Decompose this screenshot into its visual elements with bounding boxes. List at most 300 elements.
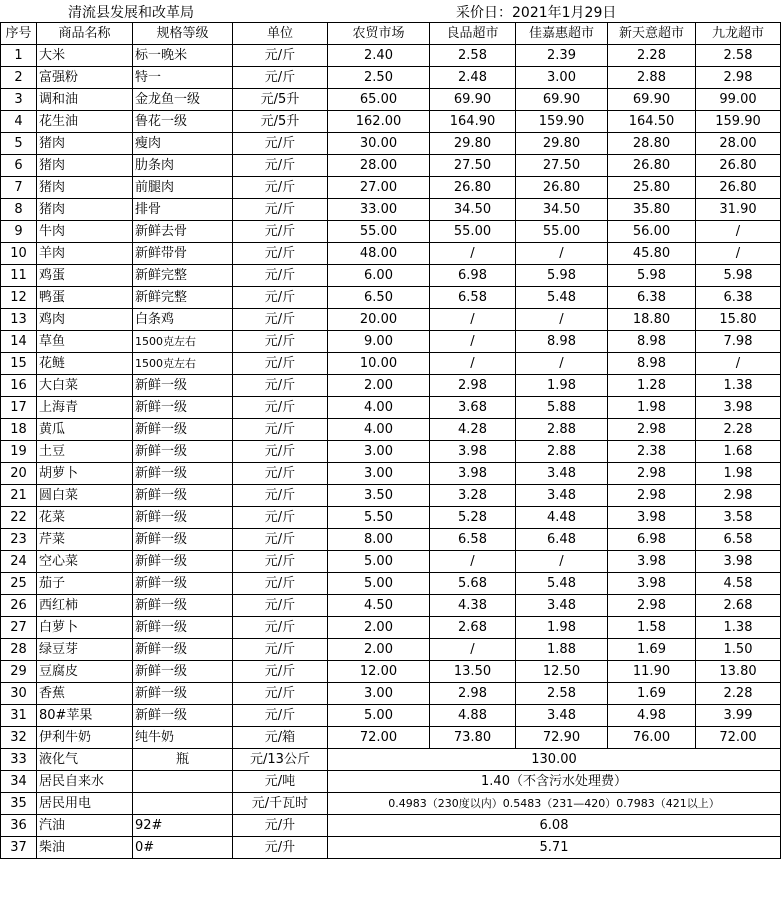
- product-spec: 新鲜一级: [133, 463, 233, 485]
- table-row: [1, 661, 781, 683]
- price-cell: 26.80: [430, 177, 516, 199]
- product-unit: 元/斤: [233, 595, 328, 617]
- price-cell: 26.80: [696, 177, 781, 199]
- product-name: 调和油: [37, 89, 133, 111]
- product-spec: 1500克左右: [133, 331, 233, 353]
- product-spec: 瓶: [133, 749, 233, 771]
- product-unit: 元/千瓦时: [233, 793, 328, 815]
- product-spec: 金龙鱼一级: [133, 89, 233, 111]
- product-spec: 新鲜一级: [133, 595, 233, 617]
- price-cell: 8.98: [516, 331, 608, 353]
- product-name: 大米: [37, 45, 133, 67]
- table-row: [1, 133, 781, 155]
- row-number: 23: [1, 529, 37, 551]
- price-cell: 8.98: [608, 331, 696, 353]
- product-unit: 元/5升: [233, 111, 328, 133]
- price-cell: /: [516, 243, 608, 265]
- price-cell: 29.80: [516, 133, 608, 155]
- product-spec: 纯牛奶: [133, 727, 233, 749]
- row-number: 34: [1, 771, 37, 793]
- table-row: [1, 617, 781, 639]
- product-spec: 前腿肉: [133, 177, 233, 199]
- price-cell: 3.00: [328, 441, 430, 463]
- price-cell: 2.58: [516, 683, 608, 705]
- price-cell: 9.00: [328, 331, 430, 353]
- product-name: 茄子: [37, 573, 133, 595]
- price-cell: 3.98: [696, 551, 781, 573]
- product-unit: 元/斤: [233, 573, 328, 595]
- table-row: [1, 485, 781, 507]
- price-cell: 164.90: [430, 111, 516, 133]
- price-cell: 31.90: [696, 199, 781, 221]
- price-cell: 8.00: [328, 529, 430, 551]
- table-row: [1, 837, 781, 859]
- price-cell: 2.68: [430, 617, 516, 639]
- product-spec: 新鲜一级: [133, 375, 233, 397]
- product-name: 鸡肉: [37, 309, 133, 331]
- row-number: 11: [1, 265, 37, 287]
- table-row: [1, 683, 781, 705]
- price-cell: 3.98: [430, 441, 516, 463]
- row-number: 17: [1, 397, 37, 419]
- row-number: 4: [1, 111, 37, 133]
- price-cell: 6.58: [430, 529, 516, 551]
- price-cell: 4.38: [430, 595, 516, 617]
- merged-price-cell: 130.00: [328, 749, 781, 771]
- product-name: 芹菜: [37, 529, 133, 551]
- price-cell: 2.58: [430, 45, 516, 67]
- product-spec: 新鲜一级: [133, 529, 233, 551]
- col-header-name: 商品名称: [37, 23, 133, 45]
- price-cell: 13.80: [696, 661, 781, 683]
- price-cell: 3.98: [608, 573, 696, 595]
- report-header: [0, 0, 781, 22]
- price-cell: 45.80: [608, 243, 696, 265]
- product-unit: 元/吨: [233, 771, 328, 793]
- price-cell: 162.00: [328, 111, 430, 133]
- product-name: 空心菜: [37, 551, 133, 573]
- price-cell: 4.48: [516, 507, 608, 529]
- price-cell: 4.50: [328, 595, 430, 617]
- product-name: 西红柿: [37, 595, 133, 617]
- product-unit: 元/斤: [233, 243, 328, 265]
- price-cell: 72.00: [328, 727, 430, 749]
- product-spec: 鲁花一级: [133, 111, 233, 133]
- table-row: [1, 221, 781, 243]
- price-cell: 1.38: [696, 375, 781, 397]
- price-cell: 69.90: [516, 89, 608, 111]
- col-header-no: 序号: [1, 23, 37, 45]
- product-name: 草鱼: [37, 331, 133, 353]
- product-unit: 元/斤: [233, 617, 328, 639]
- table-row: [1, 793, 781, 815]
- price-cell: 1.69: [608, 639, 696, 661]
- price-cell: 3.48: [516, 463, 608, 485]
- price-cell: 1.69: [608, 683, 696, 705]
- price-cell: 3.48: [516, 595, 608, 617]
- price-cell: 4.00: [328, 419, 430, 441]
- product-name: 花菜: [37, 507, 133, 529]
- product-spec: 新鲜一级: [133, 617, 233, 639]
- price-cell: 6.98: [430, 265, 516, 287]
- row-number: 9: [1, 221, 37, 243]
- table-row: [1, 331, 781, 353]
- product-name: 居民自来水: [37, 771, 133, 793]
- price-cell: /: [430, 331, 516, 353]
- product-unit: 元/5升: [233, 89, 328, 111]
- price-cell: 3.98: [608, 507, 696, 529]
- table-row: [1, 199, 781, 221]
- product-name: 豆腐皮: [37, 661, 133, 683]
- product-spec: 特一: [133, 67, 233, 89]
- price-cell: 6.48: [516, 529, 608, 551]
- product-name: 白萝卜: [37, 617, 133, 639]
- price-cell: 73.80: [430, 727, 516, 749]
- price-cell: 69.90: [608, 89, 696, 111]
- price-cell: /: [430, 353, 516, 375]
- price-cell: 159.90: [516, 111, 608, 133]
- price-cell: 3.98: [430, 463, 516, 485]
- table-row: [1, 771, 781, 793]
- table-row: [1, 463, 781, 485]
- product-unit: 元/斤: [233, 45, 328, 67]
- product-unit: 元/箱: [233, 727, 328, 749]
- product-unit: 元/升: [233, 815, 328, 837]
- product-name: 羊肉: [37, 243, 133, 265]
- row-number: 16: [1, 375, 37, 397]
- price-cell: 5.00: [328, 705, 430, 727]
- product-name: 猪肉: [37, 199, 133, 221]
- price-cell: 29.80: [430, 133, 516, 155]
- price-cell: 27.50: [430, 155, 516, 177]
- price-cell: 1.28: [608, 375, 696, 397]
- price-cell: 2.98: [430, 375, 516, 397]
- price-cell: 6.50: [328, 287, 430, 309]
- price-cell: 34.50: [516, 199, 608, 221]
- price-cell: 35.80: [608, 199, 696, 221]
- row-number: 31: [1, 705, 37, 727]
- product-spec: [133, 771, 233, 793]
- product-name: 花鲢: [37, 353, 133, 375]
- row-number: 21: [1, 485, 37, 507]
- price-cell: 2.98: [608, 485, 696, 507]
- org-title: 清流县发展和改革局: [68, 5, 194, 21]
- price-cell: 2.00: [328, 617, 430, 639]
- col-header-market-5: 九龙超市: [696, 23, 781, 45]
- product-name: 香蕉: [37, 683, 133, 705]
- col-header-spec: 规格等级: [133, 23, 233, 45]
- product-unit: 元/斤: [233, 397, 328, 419]
- product-spec: 新鲜一级: [133, 419, 233, 441]
- price-cell: 72.90: [516, 727, 608, 749]
- price-cell: 15.80: [696, 309, 781, 331]
- price-cell: 65.00: [328, 89, 430, 111]
- table-row: [1, 551, 781, 573]
- product-name: 鸡蛋: [37, 265, 133, 287]
- product-unit: 元/13公斤: [233, 749, 328, 771]
- product-spec: 白条鸡: [133, 309, 233, 331]
- survey-date: 采价日：2021年1月29日: [456, 5, 617, 21]
- merged-price-cell: 1.40（不含污水处理费）: [328, 771, 781, 793]
- price-cell: 5.98: [516, 265, 608, 287]
- price-cell: 159.90: [696, 111, 781, 133]
- product-name: 液化气: [37, 749, 133, 771]
- price-cell: 55.00: [328, 221, 430, 243]
- merged-price-cell: 5.71: [328, 837, 781, 859]
- price-cell: 13.50: [430, 661, 516, 683]
- price-cell: 28.00: [696, 133, 781, 155]
- price-cell: 3.50: [328, 485, 430, 507]
- price-cell: 2.88: [516, 441, 608, 463]
- row-number: 28: [1, 639, 37, 661]
- product-unit: 元/斤: [233, 221, 328, 243]
- price-cell: /: [430, 243, 516, 265]
- table-row: [1, 419, 781, 441]
- product-name: 牛肉: [37, 221, 133, 243]
- price-cell: 6.00: [328, 265, 430, 287]
- price-cell: 2.88: [608, 67, 696, 89]
- price-cell: 6.38: [696, 287, 781, 309]
- price-cell: 6.98: [608, 529, 696, 551]
- product-unit: 元/斤: [233, 507, 328, 529]
- price-cell: /: [696, 353, 781, 375]
- product-spec: 0#: [133, 837, 233, 859]
- price-cell: 25.80: [608, 177, 696, 199]
- price-cell: 33.00: [328, 199, 430, 221]
- price-cell: 1.98: [696, 463, 781, 485]
- price-cell: 2.98: [696, 67, 781, 89]
- price-cell: 56.00: [608, 221, 696, 243]
- row-number: 37: [1, 837, 37, 859]
- price-cell: 5.00: [328, 551, 430, 573]
- row-number: 24: [1, 551, 37, 573]
- table-row: [1, 375, 781, 397]
- price-cell: 3.98: [696, 397, 781, 419]
- price-cell: 2.98: [608, 595, 696, 617]
- product-spec: 92#: [133, 815, 233, 837]
- table-row: [1, 177, 781, 199]
- price-cell: 8.98: [608, 353, 696, 375]
- price-cell: 26.80: [696, 155, 781, 177]
- product-spec: 新鲜去骨: [133, 221, 233, 243]
- price-cell: 2.50: [328, 67, 430, 89]
- price-cell: 12.00: [328, 661, 430, 683]
- price-cell: 2.98: [696, 485, 781, 507]
- price-cell: 5.98: [608, 265, 696, 287]
- product-unit: 元/斤: [233, 155, 328, 177]
- product-name: 上海青: [37, 397, 133, 419]
- price-cell: /: [516, 309, 608, 331]
- price-cell: 5.48: [516, 573, 608, 595]
- row-number: 36: [1, 815, 37, 837]
- col-header-market-3: 佳嘉惠超市: [516, 23, 608, 45]
- price-cell: 7.98: [696, 331, 781, 353]
- product-unit: 元/斤: [233, 639, 328, 661]
- price-cell: 55.00: [430, 221, 516, 243]
- table-row: [1, 287, 781, 309]
- table-row: [1, 353, 781, 375]
- product-name: 汽油: [37, 815, 133, 837]
- product-unit: 元/斤: [233, 353, 328, 375]
- price-cell: 2.98: [608, 419, 696, 441]
- product-spec: 瘦肉: [133, 133, 233, 155]
- table-row: [1, 265, 781, 287]
- row-number: 6: [1, 155, 37, 177]
- price-cell: 3.00: [328, 683, 430, 705]
- product-name: 猪肉: [37, 177, 133, 199]
- product-name: 鸭蛋: [37, 287, 133, 309]
- price-cell: 3.98: [608, 551, 696, 573]
- product-unit: 元/升: [233, 837, 328, 859]
- price-cell: 3.00: [328, 463, 430, 485]
- price-cell: 6.58: [430, 287, 516, 309]
- table-row: [1, 573, 781, 595]
- product-spec: 新鲜一级: [133, 573, 233, 595]
- product-name: 80#苹果: [37, 705, 133, 727]
- table-row: [1, 111, 781, 133]
- table-row: [1, 595, 781, 617]
- row-number: 26: [1, 595, 37, 617]
- price-cell: 2.68: [696, 595, 781, 617]
- product-name: 花生油: [37, 111, 133, 133]
- product-unit: 元/斤: [233, 309, 328, 331]
- row-number: 29: [1, 661, 37, 683]
- row-number: 14: [1, 331, 37, 353]
- price-cell: 2.88: [516, 419, 608, 441]
- product-name: 柴油: [37, 837, 133, 859]
- product-name: 猪肉: [37, 133, 133, 155]
- price-cell: 26.80: [608, 155, 696, 177]
- product-spec: 标一晚米: [133, 45, 233, 67]
- col-header-market-1: 农贸市场: [328, 23, 430, 45]
- table-row: [1, 749, 781, 771]
- table-row: [1, 441, 781, 463]
- price-cell: 1.98: [516, 617, 608, 639]
- price-cell: 5.98: [696, 265, 781, 287]
- price-cell: 5.88: [516, 397, 608, 419]
- price-cell: 27.00: [328, 177, 430, 199]
- price-cell: 2.98: [608, 463, 696, 485]
- price-cell: 4.28: [430, 419, 516, 441]
- product-spec: 新鲜一级: [133, 683, 233, 705]
- product-unit: 元/斤: [233, 67, 328, 89]
- row-number: 18: [1, 419, 37, 441]
- price-cell: 5.00: [328, 573, 430, 595]
- product-spec: 新鲜带骨: [133, 243, 233, 265]
- price-table: [0, 22, 781, 859]
- price-cell: 3.58: [696, 507, 781, 529]
- row-number: 32: [1, 727, 37, 749]
- price-cell: 5.28: [430, 507, 516, 529]
- price-cell: 18.80: [608, 309, 696, 331]
- product-name: 大白菜: [37, 375, 133, 397]
- price-cell: 20.00: [328, 309, 430, 331]
- price-cell: 27.50: [516, 155, 608, 177]
- merged-price-cell: 6.08: [328, 815, 781, 837]
- price-cell: 6.38: [608, 287, 696, 309]
- price-cell: 1.50: [696, 639, 781, 661]
- row-number: 35: [1, 793, 37, 815]
- product-unit: 元/斤: [233, 683, 328, 705]
- product-name: 居民用电: [37, 793, 133, 815]
- merged-price-cell: 0.4983（230度以内）0.5483（231—420）0.7983（421以上）: [328, 793, 781, 815]
- product-name: 圆白菜: [37, 485, 133, 507]
- row-number: 12: [1, 287, 37, 309]
- row-number: 13: [1, 309, 37, 331]
- row-number: 22: [1, 507, 37, 529]
- product-name: 黄瓜: [37, 419, 133, 441]
- column-header-row: [1, 23, 781, 45]
- price-cell: 11.90: [608, 661, 696, 683]
- table-row: [1, 155, 781, 177]
- product-name: 绿豆芽: [37, 639, 133, 661]
- table-row: [1, 507, 781, 529]
- product-name: 胡萝卜: [37, 463, 133, 485]
- table-row: [1, 45, 781, 67]
- price-cell: /: [696, 243, 781, 265]
- row-number: 3: [1, 89, 37, 111]
- price-cell: 1.98: [608, 397, 696, 419]
- table-row: [1, 815, 781, 837]
- price-cell: 4.98: [608, 705, 696, 727]
- product-spec: 新鲜一级: [133, 397, 233, 419]
- price-cell: 2.39: [516, 45, 608, 67]
- col-header-market-4: 新天意超市: [608, 23, 696, 45]
- price-cell: 48.00: [328, 243, 430, 265]
- price-cell: 3.00: [516, 67, 608, 89]
- row-number: 10: [1, 243, 37, 265]
- price-cell: /: [696, 221, 781, 243]
- row-number: 27: [1, 617, 37, 639]
- price-cell: 3.48: [516, 485, 608, 507]
- product-unit: 元/斤: [233, 463, 328, 485]
- price-cell: 3.28: [430, 485, 516, 507]
- price-cell: 2.48: [430, 67, 516, 89]
- price-cell: /: [516, 353, 608, 375]
- price-cell: 4.00: [328, 397, 430, 419]
- table-row: [1, 89, 781, 111]
- price-cell: 30.00: [328, 133, 430, 155]
- price-cell: 3.48: [516, 705, 608, 727]
- table-row: [1, 727, 781, 749]
- product-unit: 元/斤: [233, 661, 328, 683]
- price-cell: /: [430, 639, 516, 661]
- table-row: [1, 309, 781, 331]
- row-number: 2: [1, 67, 37, 89]
- col-header-unit: 单位: [233, 23, 328, 45]
- row-number: 5: [1, 133, 37, 155]
- price-cell: 2.40: [328, 45, 430, 67]
- price-cell: 28.00: [328, 155, 430, 177]
- price-cell: 55.00: [516, 221, 608, 243]
- table-row: [1, 243, 781, 265]
- product-spec: 新鲜一级: [133, 485, 233, 507]
- price-cell: 2.00: [328, 375, 430, 397]
- price-cell: 2.98: [430, 683, 516, 705]
- product-unit: 元/斤: [233, 133, 328, 155]
- product-spec: 新鲜一级: [133, 639, 233, 661]
- table-row: [1, 67, 781, 89]
- row-number: 25: [1, 573, 37, 595]
- price-cell: /: [430, 551, 516, 573]
- product-unit: 元/斤: [233, 375, 328, 397]
- table-row: [1, 705, 781, 727]
- product-spec: 新鲜完整: [133, 287, 233, 309]
- price-cell: 2.00: [328, 639, 430, 661]
- price-cell: 1.58: [608, 617, 696, 639]
- price-cell: 10.00: [328, 353, 430, 375]
- price-cell: 5.50: [328, 507, 430, 529]
